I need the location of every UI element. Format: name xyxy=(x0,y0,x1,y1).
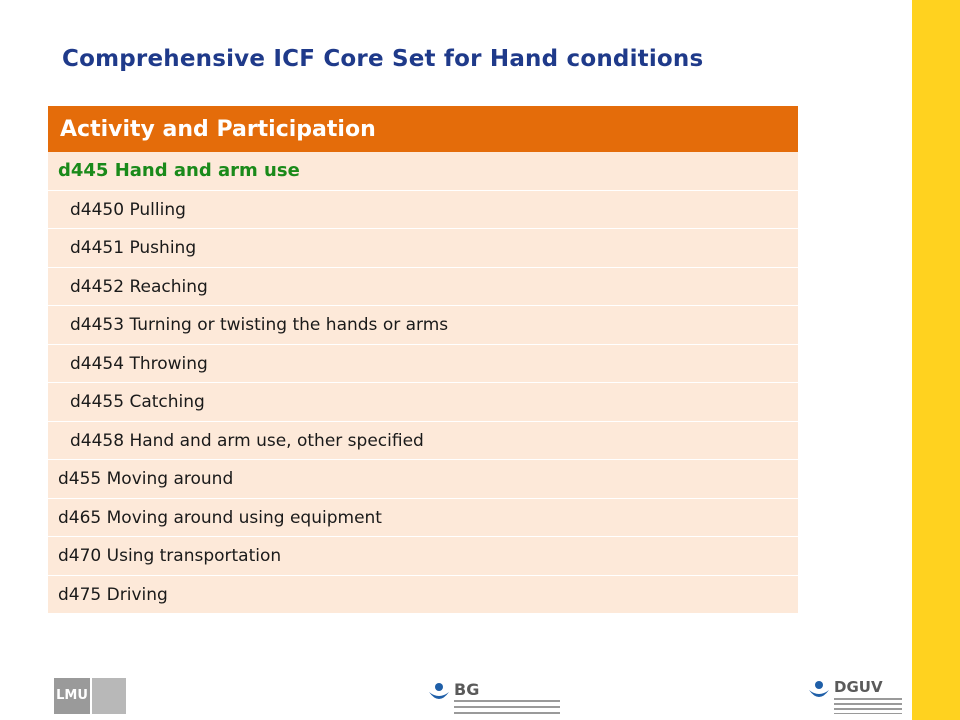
lmu-logo-wordmark xyxy=(92,678,126,714)
dguv-emblem-icon xyxy=(808,680,830,702)
table-row: d4453 Turning or twisting the hands or arms xyxy=(48,306,798,345)
table-row: d4451 Pushing xyxy=(48,229,798,268)
table-row: d455 Moving around xyxy=(48,460,798,499)
table-row: d475 Driving xyxy=(48,576,798,615)
table-row: d4455 Catching xyxy=(48,383,798,422)
lmu-logo xyxy=(54,678,126,714)
slide-title: Comprehensive ICF Core Set for Hand conditions xyxy=(62,46,704,72)
table-header: Activity and Participation xyxy=(48,106,798,152)
dguv-logo xyxy=(808,678,908,716)
core-set-table xyxy=(48,106,798,614)
table-row: d4452 Reaching xyxy=(48,268,798,307)
table-row: d4450 Pulling xyxy=(48,191,798,230)
lmu-logo-text: LMU xyxy=(54,678,90,714)
table-row: d465 Moving around using equipment xyxy=(48,499,798,538)
bg-logo-subtext xyxy=(454,700,560,714)
dguv-logo-subtext xyxy=(834,698,902,714)
bg-logo-text: BG xyxy=(454,680,480,699)
table-row: d4454 Throwing xyxy=(48,345,798,384)
table-row: d445 Hand and arm use xyxy=(48,152,798,191)
table-row: d470 Using transportation xyxy=(48,537,798,576)
side-accent-bar xyxy=(912,0,960,720)
table-row: d4458 Hand and arm use, other specified xyxy=(48,422,798,461)
bg-logo xyxy=(428,680,548,716)
bg-emblem-icon xyxy=(428,682,450,704)
dguv-logo-text: DGUV xyxy=(834,678,883,696)
